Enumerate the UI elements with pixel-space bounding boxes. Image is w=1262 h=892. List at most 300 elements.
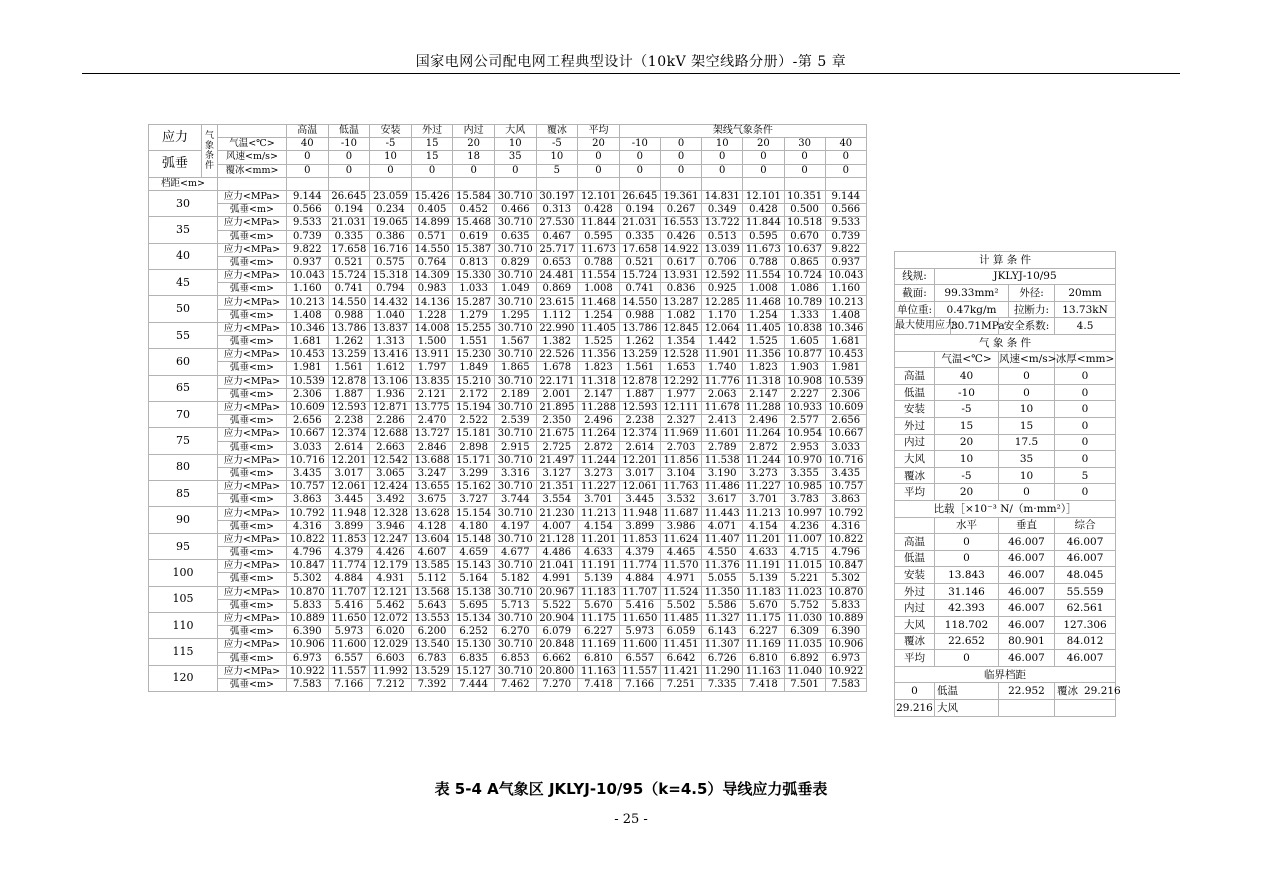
stress-value: 13.540: [411, 639, 453, 652]
sag-value: 7.418: [578, 678, 620, 691]
temperature-value: -5: [935, 467, 999, 484]
sag-value: 2.238: [328, 415, 370, 428]
stress-value: 21.895: [536, 401, 578, 414]
sag-value: 4.991: [536, 573, 578, 586]
stress-value: 11.356: [578, 349, 620, 362]
stress-value: 11.570: [660, 560, 701, 573]
blank-cell: [784, 177, 825, 190]
stress-value: 15.724: [328, 270, 370, 283]
sag-value: 4.633: [578, 547, 620, 560]
row-label: 弧垂<m>: [218, 204, 287, 217]
sag-value: 2.496: [578, 415, 620, 428]
wind-value: 0: [999, 368, 1055, 385]
sag-value: 7.335: [702, 678, 743, 691]
temperature-value: -10: [619, 138, 660, 151]
stress-value: 10.792: [287, 507, 329, 520]
sag-value: 1.033: [453, 283, 495, 296]
stress-value: 27.530: [536, 217, 578, 230]
stress-value: 15.255: [453, 322, 495, 335]
sag-value: 6.973: [287, 652, 329, 665]
stress-value: 26.645: [619, 190, 660, 203]
case-name: 平均: [578, 125, 620, 138]
row-label: 应力<MPa>: [218, 560, 287, 573]
sag-value: 0.335: [328, 230, 370, 243]
combined-load: 62.561: [1055, 600, 1116, 617]
span-value: 75: [149, 428, 218, 454]
stress-value: 11.776: [702, 375, 743, 388]
sag-value: 0.937: [287, 256, 329, 269]
stress-value: 11.600: [328, 639, 370, 652]
span-value: 65: [149, 375, 218, 401]
wind-value: 0: [619, 151, 660, 164]
sag-value: 2.286: [370, 415, 412, 428]
temperature-value: 20: [935, 484, 999, 501]
stress-value: 11.468: [578, 296, 620, 309]
stress-value: 11.844: [578, 217, 620, 230]
case-name: 高温: [895, 368, 935, 385]
row-label: 弧垂<m>: [218, 652, 287, 665]
sag-value: 6.270: [494, 626, 536, 639]
sag-value: 0.741: [328, 283, 370, 296]
stress-row: [149, 375, 867, 388]
sag-value: 6.059: [660, 626, 701, 639]
stress-value: 12.542: [370, 454, 412, 467]
sag-value: 1.228: [411, 309, 453, 322]
stress-value: 11.678: [702, 401, 743, 414]
sag-row: [149, 467, 867, 480]
span-value: 110: [149, 612, 218, 638]
stress-value: 11.244: [743, 454, 784, 467]
sag-value: 0.739: [825, 230, 866, 243]
span-value: 100: [149, 560, 218, 586]
row-label: 弧垂<m>: [218, 283, 287, 296]
case-name: 低温: [895, 550, 935, 567]
stress-row: [149, 612, 867, 625]
stress-value: 19.065: [370, 217, 412, 230]
combined-load: 84.012: [1055, 633, 1116, 650]
blank-cell: [287, 177, 329, 190]
case-name: 覆冰: [536, 125, 578, 138]
stress-value: 13.628: [411, 507, 453, 520]
sag-value: 1.040: [370, 309, 412, 322]
span-label: 档距<m>: [149, 177, 218, 190]
row-label: 应力<MPa>: [218, 322, 287, 335]
sag-value: 3.065: [370, 467, 412, 480]
stress-value: 11.557: [328, 665, 370, 678]
stress-value: 12.424: [370, 481, 412, 494]
stress-value: 13.416: [370, 349, 412, 362]
temperature-value: 30: [784, 138, 825, 151]
stress-value: 20.904: [536, 612, 578, 625]
blank-cell: [494, 177, 536, 190]
combined-load: 46.007: [1055, 550, 1116, 567]
sag-value: 2.846: [411, 441, 453, 454]
sag-value: 7.462: [494, 678, 536, 691]
sag-value: 4.931: [370, 573, 412, 586]
stress-value: 10.539: [825, 375, 866, 388]
sag-value: 0.988: [328, 309, 370, 322]
sag-value: 3.675: [411, 494, 453, 507]
sag-value: 0.386: [370, 230, 412, 243]
stress-value: 10.847: [287, 560, 329, 573]
sag-value: 0.788: [578, 256, 620, 269]
label: 最大使用应力:: [895, 318, 951, 335]
sag-value: 1.500: [411, 336, 453, 349]
load-row: [895, 567, 1116, 584]
stress-value: 30.710: [494, 639, 536, 652]
wind-value: 10: [536, 151, 578, 164]
stress-value: 12.593: [619, 401, 660, 414]
wind-value: 0: [825, 151, 866, 164]
sag-value: 1.254: [578, 309, 620, 322]
blank-cell: [218, 177, 287, 190]
sag-value: 5.164: [453, 573, 495, 586]
sag-value: 0.836: [660, 283, 701, 296]
vertical-load: 46.007: [999, 550, 1055, 567]
sag-value: 3.190: [702, 467, 743, 480]
stress-value: 23.615: [536, 296, 578, 309]
col-header: 综合: [1055, 517, 1116, 534]
row-label: 应力<MPa>: [218, 665, 287, 678]
sag-value: 4.180: [453, 520, 495, 533]
temperature-value: 10: [935, 451, 999, 468]
sag-value: 7.270: [536, 678, 578, 691]
sag-value: 5.221: [784, 573, 825, 586]
sag-value: 2.147: [578, 388, 620, 401]
stress-value: 12.878: [328, 375, 370, 388]
sag-value: 1.313: [370, 336, 412, 349]
stress-value: 30.710: [494, 612, 536, 625]
sag-value: 5.752: [784, 599, 825, 612]
stress-value: 12.201: [328, 454, 370, 467]
span-value: 35: [149, 217, 218, 243]
sag-value: 0.988: [619, 309, 660, 322]
sag-value: 0.925: [702, 283, 743, 296]
sag-row: [149, 336, 867, 349]
stress-value: 10.716: [287, 454, 329, 467]
sag-value: 7.418: [743, 678, 784, 691]
stress-value: 13.039: [702, 243, 743, 256]
blank-cell: [218, 125, 287, 138]
blank-cell: [743, 177, 784, 190]
col-header: 冰厚<mm>: [1055, 351, 1116, 368]
sag-value: 3.727: [453, 494, 495, 507]
sag-value: 1.008: [743, 283, 784, 296]
sag-value: 7.444: [453, 678, 495, 691]
stress-value: 14.922: [660, 243, 701, 256]
wind-value: 0: [999, 384, 1055, 401]
stress-value: 12.121: [370, 586, 412, 599]
sag-value: 3.127: [536, 467, 578, 480]
conductor-model: JKLYJ-10/95: [935, 268, 1116, 285]
weather-row: [895, 434, 1116, 451]
sag-value: 1.254: [743, 309, 784, 322]
sag-value: 2.147: [743, 388, 784, 401]
sag-value: 6.853: [494, 652, 536, 665]
sag-value: 4.316: [287, 520, 329, 533]
sag-value: 1.977: [660, 388, 701, 401]
sag-value: 5.302: [825, 573, 866, 586]
calc-conditions-table: [894, 251, 1121, 717]
temperature-value: 40: [287, 138, 329, 151]
temperature-value: -5: [935, 401, 999, 418]
row-label: 弧垂<m>: [218, 362, 287, 375]
sag-value: 7.166: [619, 678, 660, 691]
stress-value: 10.043: [825, 270, 866, 283]
wind-value: 10: [999, 467, 1055, 484]
sag-value: 0.619: [453, 230, 495, 243]
span-value: 120: [149, 665, 218, 691]
stress-value: 13.259: [328, 349, 370, 362]
case-name: 安装: [895, 401, 935, 418]
sag-value: 1.681: [287, 336, 329, 349]
stress-value: 12.688: [370, 428, 412, 441]
load-row: [895, 534, 1116, 551]
ice-value: 0: [328, 164, 370, 177]
stress-value: 10.954: [784, 428, 825, 441]
stress-value: 15.584: [453, 190, 495, 203]
stress-value: 14.831: [702, 190, 743, 203]
stress-value: 11.327: [702, 612, 743, 625]
stress-value: 11.856: [660, 454, 701, 467]
sag-value: 1.279: [453, 309, 495, 322]
stress-value: 9.822: [825, 243, 866, 256]
stress-value: 15.230: [453, 349, 495, 362]
case-name: 内过: [895, 600, 935, 617]
sag-value: 4.379: [619, 547, 660, 560]
stress-value: 14.432: [370, 296, 412, 309]
stress-value: 12.374: [328, 428, 370, 441]
sag-value: 5.112: [411, 573, 453, 586]
sag-value: 3.863: [287, 494, 329, 507]
row-label: 弧垂<m>: [218, 467, 287, 480]
stress-value: 15.134: [453, 612, 495, 625]
temperature-value: -5: [536, 138, 578, 151]
stress-value: 15.287: [453, 296, 495, 309]
stress-value: 30.710: [494, 401, 536, 414]
horizontal-load: 0: [935, 534, 999, 551]
wind-value: 0: [784, 151, 825, 164]
span-value: 70: [149, 401, 218, 427]
temperature-value: 15: [411, 138, 453, 151]
ice-value: 0: [743, 164, 784, 177]
sag-value: 6.810: [743, 652, 784, 665]
stress-row: [149, 428, 867, 441]
weather-row: [895, 384, 1116, 401]
ice-value: 0: [1055, 417, 1116, 434]
stress-value: 11.288: [578, 401, 620, 414]
sag-value: 7.501: [784, 678, 825, 691]
stress-value: 15.148: [453, 533, 495, 546]
stress-value: 15.194: [453, 401, 495, 414]
case-name: 高温: [287, 125, 329, 138]
stress-value: 13.786: [328, 322, 370, 335]
sag-value: 0.566: [287, 204, 329, 217]
sag-value: 5.522: [536, 599, 578, 612]
stress-value: 30.710: [494, 270, 536, 283]
stress-row: [149, 639, 867, 652]
stress-value: 10.822: [287, 533, 329, 546]
sag-value: 2.470: [411, 415, 453, 428]
sag-value: 1.887: [328, 388, 370, 401]
case-name: 覆冰: [895, 633, 935, 650]
sag-value: 0.521: [328, 256, 370, 269]
stress-value: 10.838: [784, 322, 825, 335]
area-value: 99.33mm²: [935, 285, 1009, 302]
stress-value: 13.835: [411, 375, 453, 388]
stress-value: 30.710: [494, 243, 536, 256]
sag-value: 0.706: [702, 256, 743, 269]
row-label: 应力<MPa>: [218, 454, 287, 467]
ice-value: 0: [287, 164, 329, 177]
span-value: 30: [149, 190, 218, 216]
sag-value: 0.595: [743, 230, 784, 243]
sag-value: 2.898: [453, 441, 495, 454]
sag-value: 2.063: [702, 388, 743, 401]
stress-value: 9.144: [825, 190, 866, 203]
row-label: 应力<MPa>: [218, 612, 287, 625]
critical-span-value: 22.952: [999, 683, 1055, 700]
critical-span-title: 临界档距: [895, 666, 1116, 683]
sag-value: 0.428: [743, 204, 784, 217]
stress-row: [149, 243, 867, 256]
sag-value: 0.428: [578, 204, 620, 217]
sag-value: 2.915: [494, 441, 536, 454]
case-name: 平均: [895, 484, 935, 501]
sag-value: 4.677: [494, 547, 536, 560]
sag-value: 7.583: [287, 678, 329, 691]
sag-value: 5.462: [370, 599, 412, 612]
sag-value: 0.794: [370, 283, 412, 296]
ice-value: 0: [494, 164, 536, 177]
stress-value: 30.710: [494, 533, 536, 546]
temperature-value: 40: [935, 368, 999, 385]
sag-value: 1.605: [784, 336, 825, 349]
stress-value: 10.539: [287, 375, 329, 388]
sag-value: 1.170: [702, 309, 743, 322]
sag-value: 0.741: [619, 283, 660, 296]
sag-value: 6.227: [743, 626, 784, 639]
stress-value: 30.710: [494, 296, 536, 309]
row-label: 弧垂<m>: [218, 494, 287, 507]
stress-value: 11.707: [328, 586, 370, 599]
sag-value: 5.643: [411, 599, 453, 612]
stress-value: 11.288: [743, 401, 784, 414]
blank-cell: [702, 177, 743, 190]
sag-value: 1.160: [287, 283, 329, 296]
sag-value: 4.715: [784, 547, 825, 560]
row-label: 应力<MPa>: [218, 507, 287, 520]
sag-value: 0.653: [536, 256, 578, 269]
span-value: 80: [149, 454, 218, 480]
sag-row: [149, 626, 867, 639]
critical-span-value: 29.216: [895, 700, 935, 717]
sag-value: 3.946: [370, 520, 412, 533]
stress-value: 30.710: [494, 349, 536, 362]
stress-value: 10.351: [784, 190, 825, 203]
stress-value: 11.376: [702, 560, 743, 573]
sag-value: 1.653: [660, 362, 701, 375]
stress-value: 24.481: [536, 270, 578, 283]
stress-value: 30.710: [494, 454, 536, 467]
sag-value: 3.435: [287, 467, 329, 480]
sag-value: 2.413: [702, 415, 743, 428]
sag-value: 6.642: [660, 652, 701, 665]
sag-value: 4.796: [825, 547, 866, 560]
stress-value: 22.990: [536, 322, 578, 335]
stress-value: 11.524: [660, 586, 701, 599]
sag-value: 6.020: [370, 626, 412, 639]
sag-value: 2.172: [453, 388, 495, 401]
temperature-value: 20: [578, 138, 620, 151]
stress-value: 9.533: [287, 217, 329, 230]
row-label: 弧垂<m>: [218, 230, 287, 243]
corner-stress-label: 应力: [149, 125, 202, 151]
stress-value: 14.136: [411, 296, 453, 309]
stress-value: 30.710: [494, 665, 536, 678]
stress-value: 13.722: [702, 217, 743, 230]
sag-value: 6.810: [578, 652, 620, 665]
sag-value: 0.829: [494, 256, 536, 269]
sag-value: 6.557: [619, 652, 660, 665]
sag-value: 2.872: [578, 441, 620, 454]
row-label: 弧垂<m>: [218, 441, 287, 454]
sag-value: 6.252: [453, 626, 495, 639]
load-title: 比载［×10⁻³ N/（m·mm²）］: [895, 500, 1116, 517]
sag-value: 5.833: [287, 599, 329, 612]
stress-value: 14.008: [411, 322, 453, 335]
stress-value: 11.201: [743, 533, 784, 546]
stress-value: 12.029: [370, 639, 412, 652]
stress-value: 12.292: [660, 375, 701, 388]
temperature-value: 10: [702, 138, 743, 151]
sag-value: 4.659: [453, 547, 495, 560]
stress-value: 12.101: [743, 190, 784, 203]
sag-value: 2.306: [825, 388, 866, 401]
stress-row: [149, 349, 867, 362]
case-name: 平均: [895, 650, 935, 667]
stress-row: [149, 270, 867, 283]
stress-row: [149, 296, 867, 309]
label: 外径:: [1009, 285, 1055, 302]
sag-value: 5.833: [825, 599, 866, 612]
stress-value: 11.227: [743, 481, 784, 494]
sag-value: 3.445: [619, 494, 660, 507]
sag-value: 6.390: [825, 626, 866, 639]
ice-value: 0: [1055, 384, 1116, 401]
stress-value: 12.528: [660, 349, 701, 362]
stress-value: 12.593: [328, 401, 370, 414]
stress-value: 11.023: [784, 586, 825, 599]
sag-value: 5.139: [578, 573, 620, 586]
stress-value: 11.227: [578, 481, 620, 494]
sag-value: 0.466: [494, 204, 536, 217]
horizontal-load: 0: [935, 650, 999, 667]
load-row: [895, 633, 1116, 650]
sag-value: 3.783: [784, 494, 825, 507]
stress-value: 20.800: [536, 665, 578, 678]
ice-value: 5: [536, 164, 578, 177]
stress-value: 11.443: [702, 507, 743, 520]
stress-value: 11.318: [743, 375, 784, 388]
sag-value: 3.445: [328, 494, 370, 507]
sag-value: 0.521: [619, 256, 660, 269]
blank-cell: [578, 177, 620, 190]
sag-value: 6.390: [287, 626, 329, 639]
sag-value: 4.633: [743, 547, 784, 560]
stress-sag-table: [148, 124, 867, 692]
sag-value: 2.539: [494, 415, 536, 428]
